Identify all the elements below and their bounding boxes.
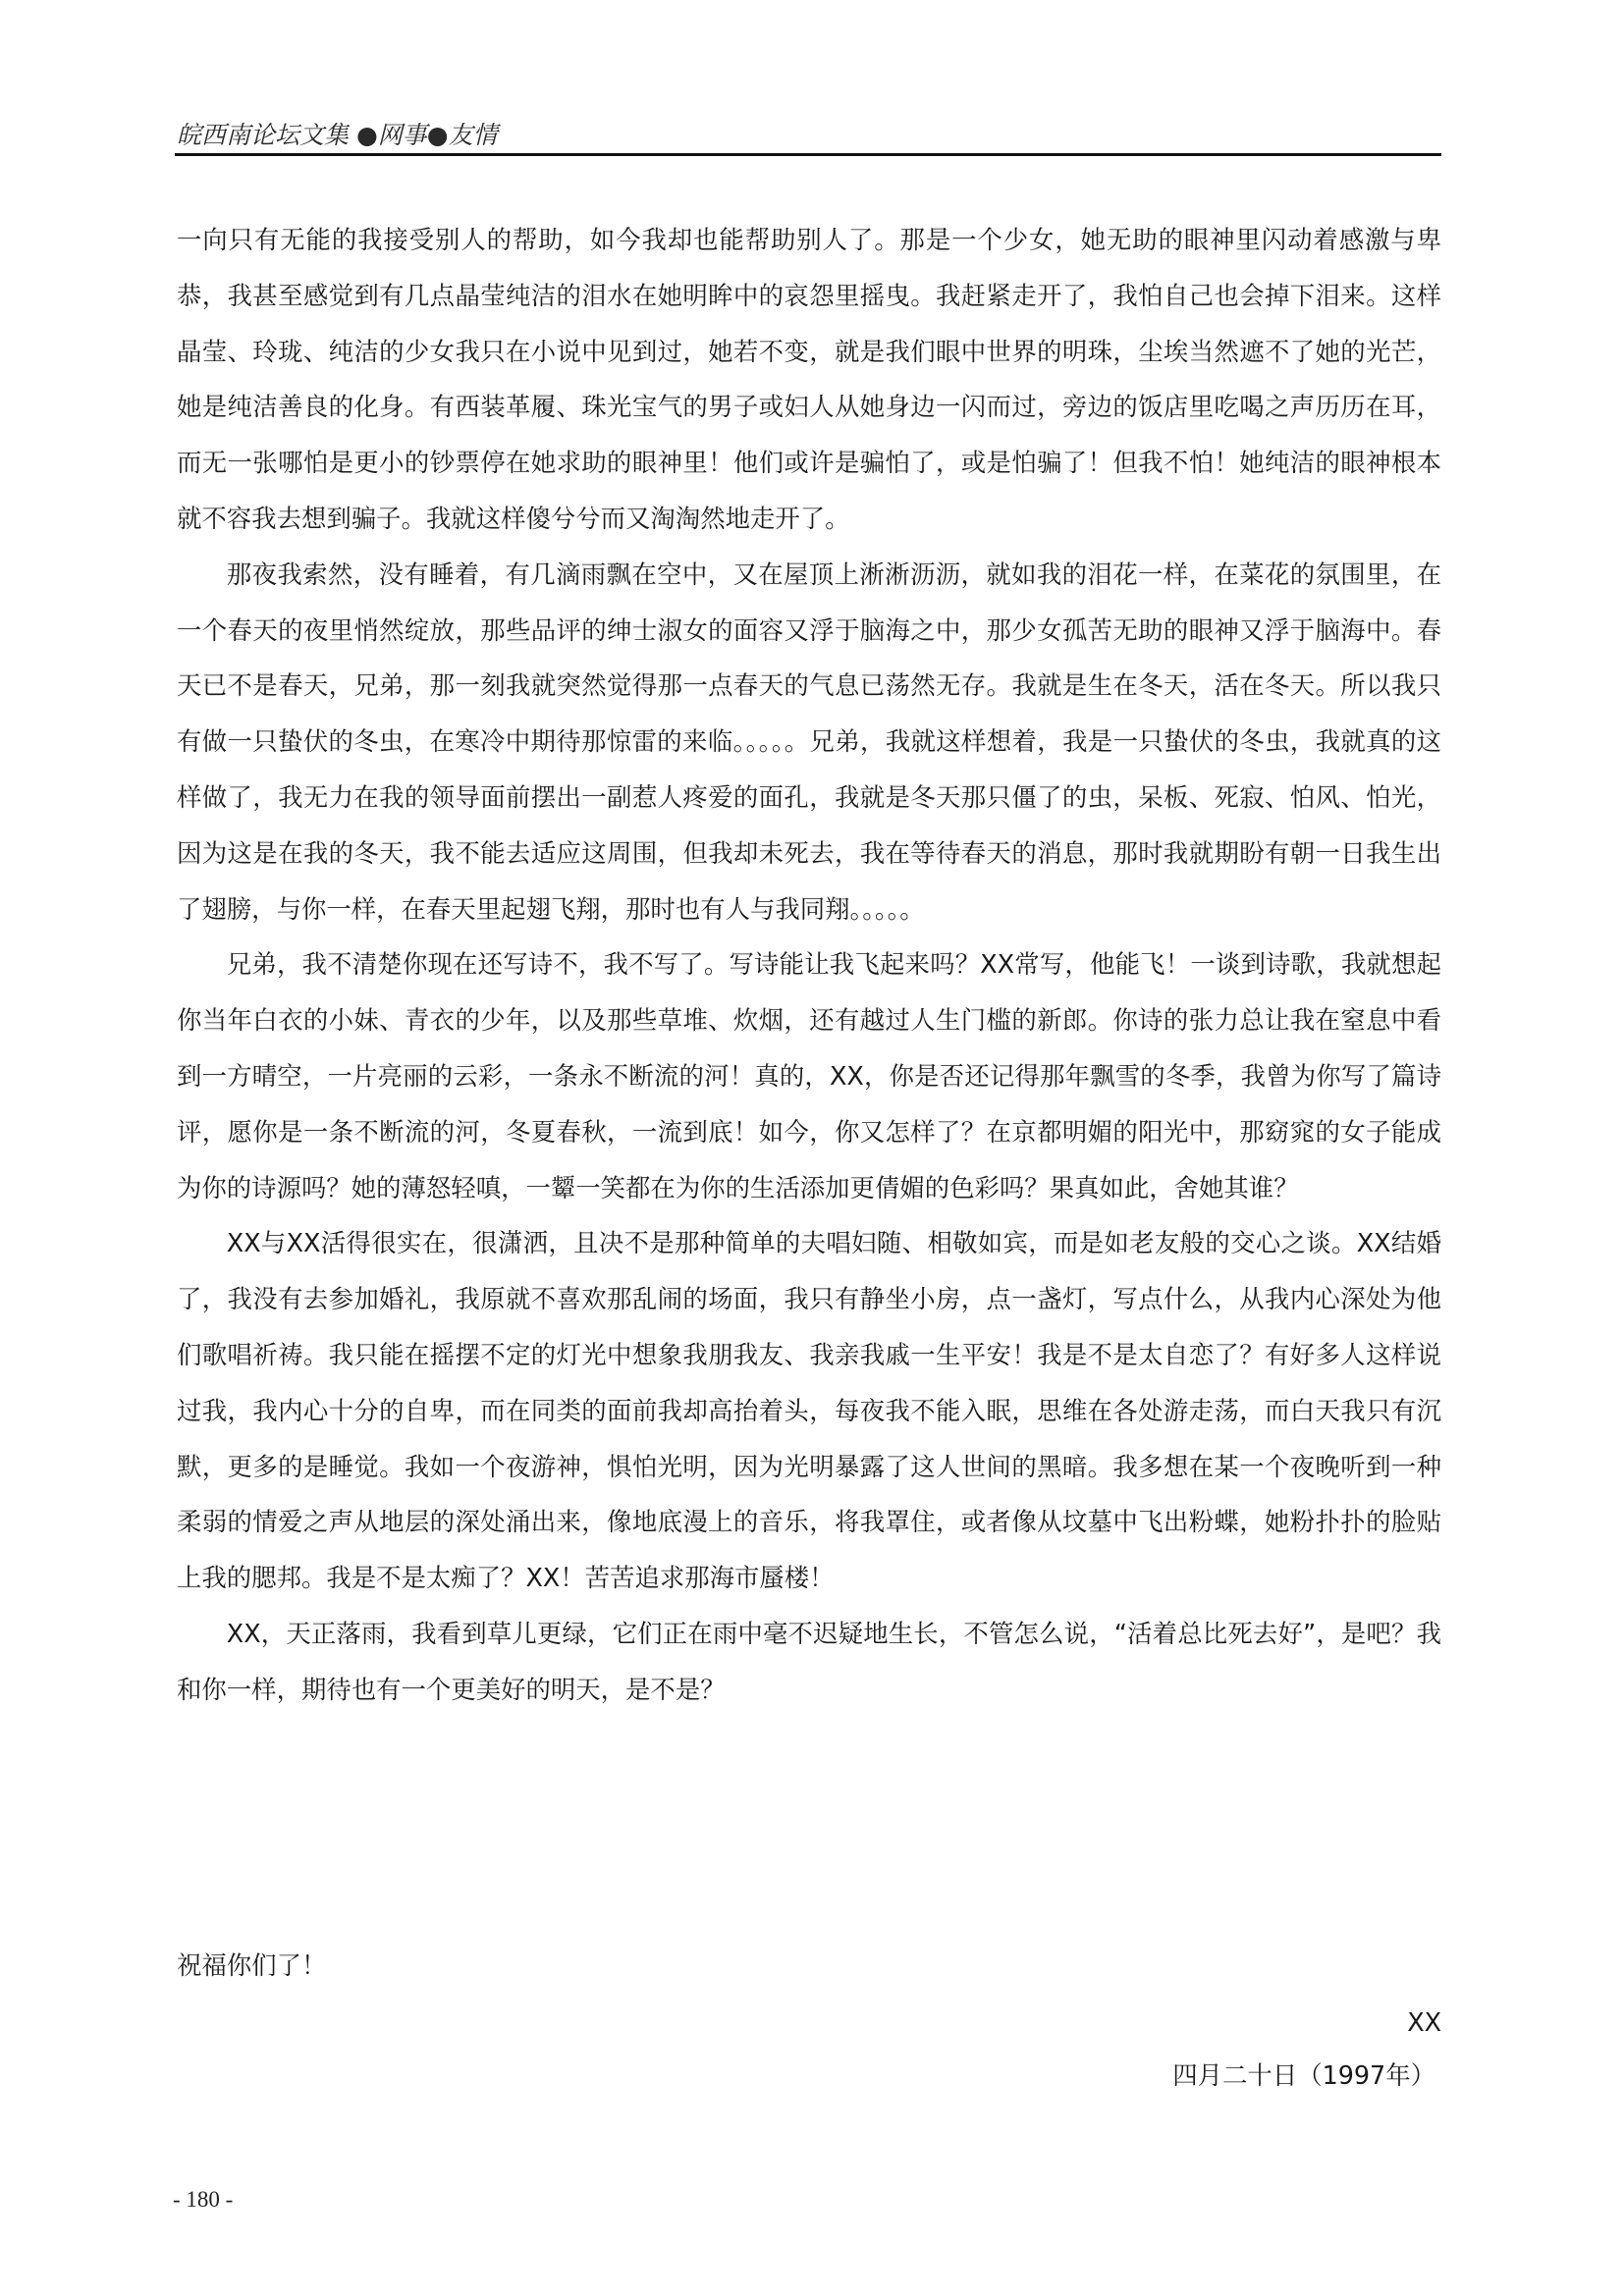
paragraph: XX与XX活得很实在，很潇洒，且决不是那种简单的夫唱妇随、相敬如宾，而是如老友般的交心之谈。XX结婚了，我没有去参加婚礼，我原就不喜欢那乱闹的场面，我只有静坐小房，点一盏灯，写点什么，从我内心深处为他们歌唱祈祷。我只能在摇摆不定的灯光中想象我朋我友、我亲我戚一生平安！我是不是太自恋了？有好多人这样说过我，我内心十分的自卑，而在同类的面前我却高抬着头，每夜我不能入眠，思维在各处游走荡，而白天我只有沉默，更多的是睡觉。我如一个夜游神，惧怕光明，因为光明暴露了这人世间的黑暗。我多想在某一个夜晚听到一种柔弱的情爱之声从地层的深处涌出来，像地底漫上的音乐，将我罩住，或者像从坟墓中飞出粉蝶，她粉扑扑的脸贴上我的腮邦。我是不是太痴了？XX！苦苦追求那海市蜃楼！ bbox=[177, 1228, 1441, 1593]
page-number: - 180 - bbox=[173, 2187, 234, 2212]
header-divider bbox=[175, 153, 1441, 156]
paragraph: 那夜我索然，没有睡着，有几滴雨飘在空中，又在屋顶上淅淅沥沥，就如我的泪花一样，在菜花的氛围里，在一个春天的夜里悄然绽放，那些品评的绅士淑女的面容又浮于脑海之中，那少女孤苦无助的眼神又浮于脑海中。春天已不是春天，兄弟，那一刻我就突然觉得那一点春天的气息已荡然无存。我就是生在冬天，活在冬天。所以我只有做一只蛰伏的冬虫，在寒冷中期待那惊雷的来临。。。。。兄弟，我就这样想着，我是一只蛰伏的冬虫，我就真的这样做了，我无力在我的领导面前摆出一副惹人疼爱的面孔，我就是冬天那只僵了的虫，呆板、死寂、怕风、怕光，因为这是在我的冬天，我不能去适应这周围，但我却未死去，我在等待春天的消息，那时我就期盼有朝一日我生出了翅膀，与你一样，在春天里起翅飞翔，那时也有人与我同翔。。。。。 bbox=[177, 559, 1441, 924]
header-title: 皖西南论坛文集 ●网事●友情 bbox=[177, 121, 498, 149]
closing-line: 祝福你们了！ bbox=[177, 1950, 327, 1980]
paragraph: 一向只有无能的我接受别人的帮助，如今我却也能帮助别人了。那是一个少女，她无助的眼神里闪动着感激与卑恭，我甚至感觉到有几点晶莹纯洁的泪水在她明眸中的哀怨里摇曳。我赶紧走开了，我怕自己也会掉下泪来。这样晶莹、玲珑、纯洁的少女我只在小说中见到过，她若不变，就是我们眼中世界的明珠，尘埃当然遮不了她的光芒，她是纯洁善良的化身。有西装革履、珠光宝气的男子或妇人从她身边一闪而过，旁边的饭店里吃喝之声历历在耳，而无一张哪怕是更小的钞票停在她求助的眼神里！他们或许是骗怕了，或是怕骗了！但我不怕！她纯洁的眼神根本就不容我去想到骗子。我就这样傻兮兮而又淘淘然地走开了。 bbox=[177, 225, 1441, 533]
page-header bbox=[175, 116, 1441, 155]
signature-date: 四月二十日（1997年） bbox=[1172, 2060, 1435, 2090]
signature-name: XX bbox=[1407, 2007, 1441, 2037]
paragraph: XX，天正落雨，我看到草儿更绿，它们正在雨中毫不迟疑地生长，不管怎么说，“活着总比死去好”，是吧？我和你一样，期待也有一个更美好的明天，是不是？ bbox=[177, 1618, 1441, 1704]
paragraph: 兄弟，我不清楚你现在还写诗不，我不写了。写诗能让我飞起来吗？XX常写，他能飞！一谈到诗歌，我就想起你当年白衣的小妹、青衣的少年，以及那些草堆、炊烟，还有越过人生门槛的新郎。你诗的张力总让我在窒息中看到一方晴空，一片亮丽的云彩，一条永不断流的河！真的，XX，你是否还记得那年飘雪的冬季，我曾为你写了篇诗评，愿你是一条不断流的河，冬夏春秋，一流到底！如今，你又怎样了？在京都明媚的阳光中，那窈窕的女子能成为你的诗源吗？她的薄怒轻嗔，一颦一笑都在为你的生活添加更倩媚的色彩吗？果真如此，舍她其谁？ bbox=[177, 949, 1441, 1202]
letter-body bbox=[177, 212, 1441, 1718]
